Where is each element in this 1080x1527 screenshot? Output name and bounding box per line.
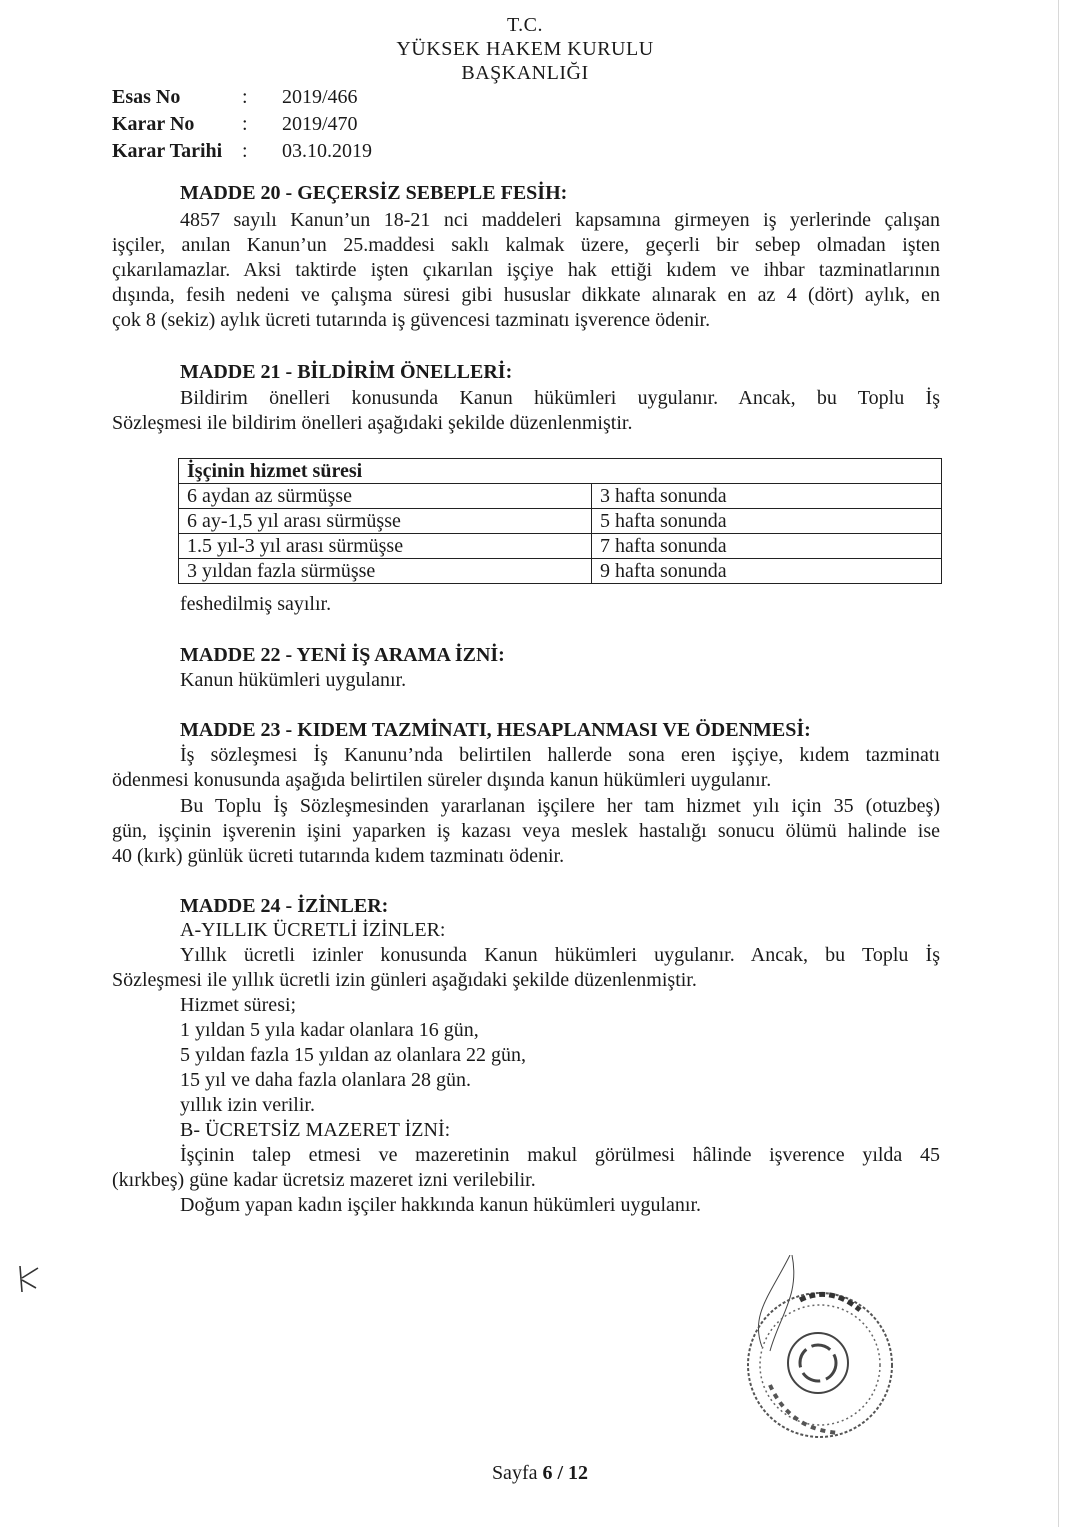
page-number <box>0 1462 1080 1485</box>
madde24-a-line: yıllık izin verilir. <box>180 1094 315 1116</box>
table-row <box>179 509 942 534</box>
table-header-cell: İşçinin hizmet süresi <box>179 459 942 484</box>
madde20-line: dışında, fesih nedeni ve çalışma süresi gibi hususlar dikkate alınarak en az 4 (dört) aylık, en <box>112 284 940 306</box>
page-separator: / <box>552 1462 569 1484</box>
signature-stroke <box>758 1255 793 1351</box>
madde24-a-line: 1 yıldan 5 yıla kadar olanlara 16 gün, <box>180 1019 479 1041</box>
madde21-line: Sözleşmesi ile bildirim önelleri aşağıdaki şekilde düzenlenmiştir. <box>112 412 633 434</box>
madde20-title: MADDE 20 - GEÇERSİZ SEBEPLE FESİH: <box>180 182 568 204</box>
tarih-value: 03.10.2019 <box>282 140 372 162</box>
karar-colon: : <box>242 113 248 135</box>
header-presidency: BAŞKANLIĞI <box>461 62 589 84</box>
madde24-a-line: Hizmet süresi; <box>180 994 297 1016</box>
madde24-sub-a: A-YILLIK ÜCRETLİ İZİNLER: <box>180 919 446 941</box>
stamp-middle-ring <box>760 1305 880 1425</box>
stamp-outer-ring <box>748 1293 892 1437</box>
notice-cell: 7 hafta sonunda <box>592 534 942 559</box>
madde20-line: işçiler, anılan Kanun’un 25.maddesi saklı kalmak üzere, geçerli bir sebep olmadan işten <box>112 234 940 256</box>
madde23-line: Bu Toplu İş Sözleşmesinden yararlanan işçilere her tam hizmet yılı için 35 (otuzbeş) <box>180 795 940 817</box>
madde24-a-line: 15 yıl ve daha fazla olanlara 28 gün. <box>180 1069 471 1091</box>
madde24-a-line: Yıllık ücretli izinler konusunda Kanun hükümleri uygulanır. Ancak, bu Toplu İş <box>180 944 940 966</box>
madde22-title: MADDE 22 - YENİ İŞ ARAMA İZNİ: <box>180 644 505 666</box>
madde23-title: MADDE 23 - KIDEM TAZMİNATI, HESAPLANMASI VE ÖDENMESİ: <box>180 719 811 741</box>
table-row <box>179 559 942 584</box>
madde21-after-table: feshedilmiş sayılır. <box>180 593 332 615</box>
madde20-line: çok 8 (sekiz) aylık ücreti tutarında iş güvencesi tazminatı işverence ödenir. <box>112 309 711 331</box>
karar-value: 2019/470 <box>282 113 358 135</box>
karar-label: Karar No <box>112 113 195 135</box>
notice-cell: 9 hafta sonunda <box>592 559 942 584</box>
scan-edge-line <box>1058 0 1059 1527</box>
madde24-b-line: (kırkbeş) güne kadar ücretsiz mazeret izni verilebilir. <box>112 1169 536 1191</box>
table-row <box>179 534 942 559</box>
madde24-a-line: Sözleşmesi ile yıllık ücretli izin günleri aşağıdaki şekilde düzenlenmiştir. <box>112 969 697 991</box>
madde22-text: Kanun hükümleri uygulanır. <box>180 669 407 691</box>
karar-row <box>112 111 372 138</box>
madde24-sub-b: B- ÜCRETSİZ MAZERET İZNİ: <box>180 1119 451 1141</box>
madde23-line: 40 (kırk) günlük ücreti tutarında kıdem tazminatı ödenir. <box>112 845 565 867</box>
duration-cell: 6 ay-1,5 yıl arası sürmüşse <box>179 509 592 534</box>
tarih-colon: : <box>242 140 248 162</box>
esas-row <box>112 84 372 111</box>
stamp-text-arc-bottom <box>770 1385 840 1433</box>
esas-colon: : <box>242 86 248 108</box>
stamp-inner-ring <box>788 1333 848 1393</box>
tarih-row <box>112 138 372 165</box>
header-tc: T.C. <box>506 14 544 36</box>
duration-cell: 1.5 yıl-3 yıl arası sürmüşse <box>179 534 592 559</box>
madde23-line: İş sözleşmesi İş Kanunu’nda belirtilen hallerde sona eren işçiye, kıdem tazminatı <box>180 744 940 766</box>
madde24-a-line: 5 yıldan fazla 15 yıldan az olanlara 22 gün, <box>180 1044 526 1066</box>
madde21-line: Bildirim önelleri konusunda Kanun hükümleri uygulanır. Ancak, bu Toplu İş <box>180 387 940 409</box>
page-current: 6 <box>542 1462 553 1484</box>
madde20-line: çıkarılamazlar. Aksi taktirde işten çıkarılan işçiye hak ettiği kıdem ve ihbar tazminatlarının <box>112 259 940 281</box>
table-row <box>179 484 942 509</box>
esas-value: 2019/466 <box>282 86 358 108</box>
madde23-line: ödenmesi konusunda aşağıda belirtilen süreler dışında kanun hükümleri uygulanır. <box>112 769 772 791</box>
notice-cell: 5 hafta sonunda <box>592 509 942 534</box>
header-institution: YÜKSEK HAKEM KURULU <box>396 38 654 60</box>
madde24-b-line: Doğum yapan kadın işçiler hakkında kanun hükümleri uygulanır. <box>180 1194 701 1216</box>
stamp-text-arc <box>800 1294 860 1310</box>
stamp-emblem <box>800 1345 836 1381</box>
madde24-title: MADDE 24 - İZİNLER: <box>180 895 389 917</box>
page-total: 12 <box>568 1462 589 1484</box>
case-meta <box>112 84 372 165</box>
official-stamp <box>730 1255 910 1455</box>
duration-cell: 3 yıldan fazla sürmüşse <box>179 559 592 584</box>
madde24-b-line: İşçinin talep etmesi ve mazeretinin makul görülmesi hâlinde işverence yılda 45 <box>180 1144 940 1166</box>
notice-period-table <box>178 458 942 584</box>
esas-label: Esas No <box>112 86 181 108</box>
tarih-label: Karar Tarihi <box>112 140 223 162</box>
madde20-line: 4857 sayılı Kanun’un 18-21 nci maddeleri kapsamına girmeyen iş yerlerinde çalışan <box>180 209 940 231</box>
madde23-line: gün, işçinin işverenin işini yaparken iş kazası veya meslek hastalığı sonucu ölümü halinde ise <box>112 820 940 842</box>
table-header-row <box>179 459 942 484</box>
madde21-title: MADDE 21 - BİLDİRİM ÖNELLERİ: <box>180 361 513 383</box>
page-label: Sayfa <box>491 1462 538 1484</box>
duration-cell: 6 aydan az sürmüşse <box>179 484 592 509</box>
handwritten-mark <box>8 1258 48 1298</box>
notice-cell: 3 hafta sonunda <box>592 484 942 509</box>
